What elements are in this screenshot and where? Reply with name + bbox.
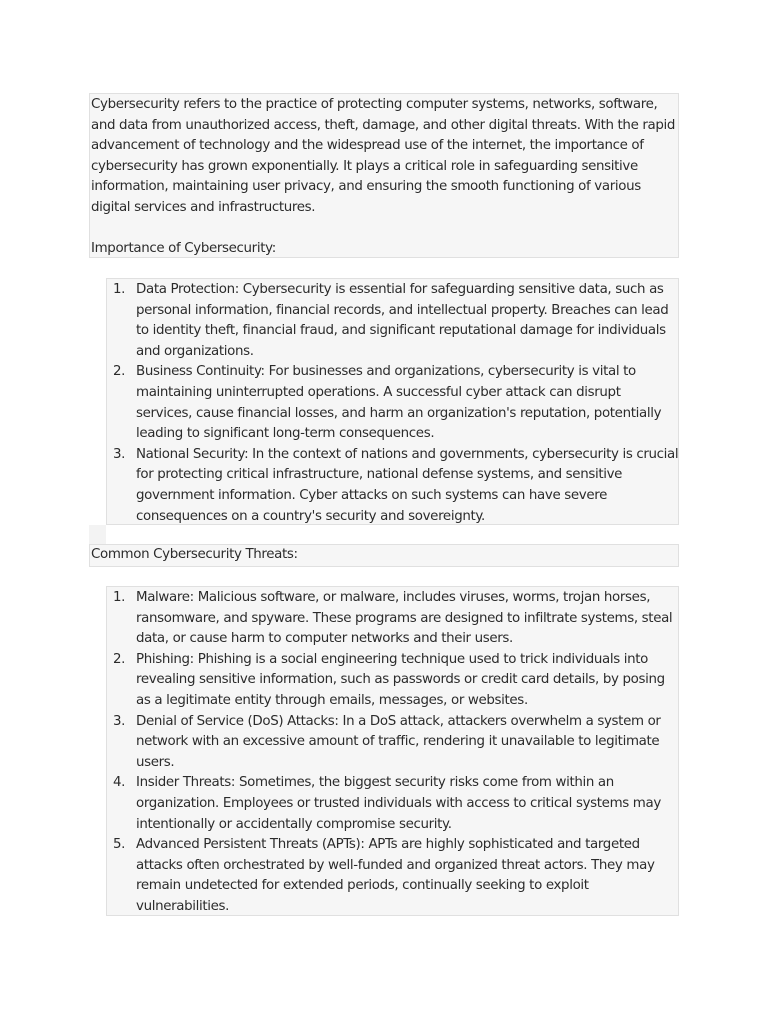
list-number: 1. bbox=[113, 590, 126, 605]
list-item bbox=[107, 362, 680, 444]
list-item bbox=[107, 280, 680, 362]
list-item bbox=[107, 588, 680, 650]
list-item-text: Data Protection: Cybersecurity is essential for safeguarding sensitive data, such as personal information, financial records, and intellectual property. Breaches can lead to identity theft, financial fraud, and significant reputational damage for individuals and organizations. bbox=[136, 282, 669, 359]
importance-heading: Importance of Cybersecurity: bbox=[91, 241, 276, 256]
list-number: 3. bbox=[113, 713, 126, 729]
list-item bbox=[107, 650, 680, 712]
list-item-text: Advanced Persistent Threats (APTs): APTs are highly sophisticated and targeted attacks often orchestrated by well-funded and organized threat actors. They may remain undetected for extended periods, continually seeking to exploit vulnerabilities. bbox=[136, 837, 655, 914]
divider-strip bbox=[89, 525, 106, 544]
intro-block bbox=[89, 93, 679, 258]
list-item-text: Business Continuity: For businesses and organizations, cybersecurity is vital to maintaining uninterrupted operations. A successful cyber attack can disrupt services, cause financial losses, and harm an organization's reputation, potentially leading to significant long-term consequences. bbox=[136, 364, 662, 442]
list-item-text: Phishing: Phishing is a social engineering technique used to trick individuals into revealing sensitive information, such as passwords or credit card details, by posing as a legitimate entity through emails, messages, or websites. bbox=[136, 651, 665, 708]
list-number: 1. bbox=[113, 282, 126, 297]
list-item-text: Malware: Malicious software, or malware, includes viruses, worms, trojan horses, ransomware, and spyware. These programs are designed to infiltrate systems, steal data, or cause harm to computer networks and their users. bbox=[136, 590, 673, 647]
list-number: 2. bbox=[113, 651, 126, 667]
threats-list bbox=[107, 588, 680, 918]
intro-paragraph: Cybersecurity refers to the practice of protecting computer systems, networks, software, and data from unauthorized access, theft, damage, and other digital threats. With the rapid advancement of technology and the widespread use of the internet, the importance of cybersecurity has grown exponentially. It plays a critical role in safeguarding sensitive information, maintaining user privacy, and ensuring the smooth functioning of various digital services and infrastructures. bbox=[91, 97, 676, 215]
list-number: 3. bbox=[113, 446, 126, 462]
list-number: 4. bbox=[113, 775, 126, 791]
importance-list bbox=[107, 280, 680, 527]
list-item-text: National Security: In the context of nations and governments, cybersecurity is crucial for protecting critical infrastructure, national defense systems, and sensitive government information. Cyber attacks on such systems can have severe consequences on a country's security and sovereignty. bbox=[136, 446, 679, 524]
list-item bbox=[107, 712, 680, 774]
threats-heading: Common Cybersecurity Threats: bbox=[89, 544, 679, 567]
list-item-text: Denial of Service (DoS) Attacks: In a DoS attack, attackers overwhelm a system or network with an excessive amount of traffic, rendering it unavailable to legitimate users. bbox=[136, 713, 661, 770]
list-item bbox=[107, 835, 680, 917]
list-item bbox=[107, 773, 680, 835]
threats-list-block bbox=[106, 586, 679, 916]
importance-list-block bbox=[106, 278, 679, 525]
list-number: 2. bbox=[113, 364, 126, 380]
list-number: 5. bbox=[113, 837, 126, 853]
list-item bbox=[107, 445, 680, 527]
list-item-text: Insider Threats: Sometimes, the biggest security risks come from within an organization. Employees or trusted individuals with access to critical systems may intentionally or accidentally compromise security. bbox=[136, 775, 661, 832]
